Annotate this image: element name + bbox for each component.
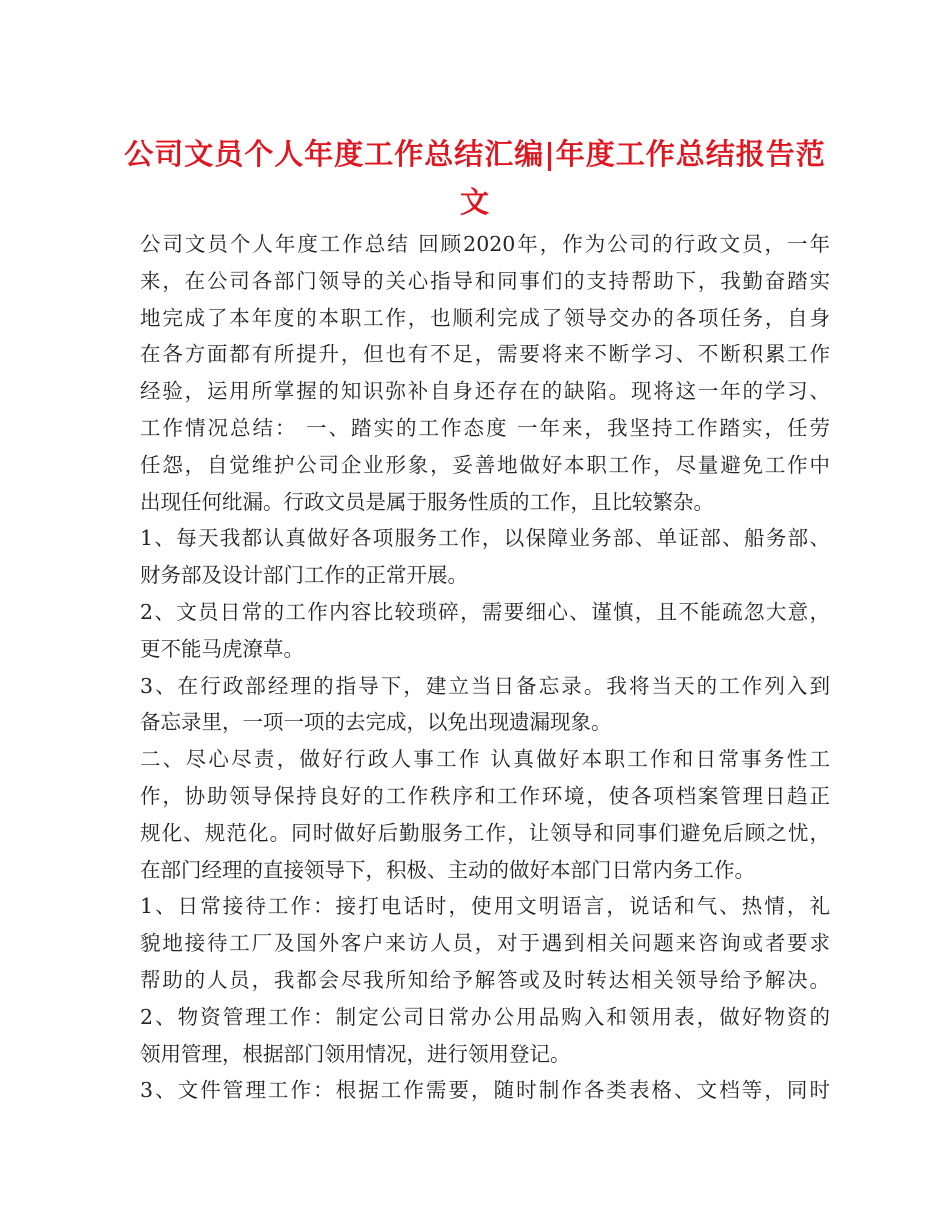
body-line: 二、尽心尽责，做好行政人事工作 认真做好本职工作和日常事务性工 xyxy=(140,747,830,772)
body-line: 2、文员日常的工作内容比较琐碎，需要细心、谨慎，且不能疏忽大意， xyxy=(140,599,830,624)
body-line: 帮助的人员，我都会尽我所知给予解答或及时转达相关领导给予解决。 xyxy=(140,967,830,992)
body-line: 领用管理，根据部门领用情况，进行领用登记。 xyxy=(140,1041,571,1066)
body-line: 在各方面都有所提升，但也有不足，需要将来不断学习、不断积累工作 xyxy=(140,342,830,367)
body-line: 1、日常接待工作：接打电话时，使用文明语言，说话和气、热情，礼 xyxy=(140,894,830,919)
body-line: 经验，运用所掌握的知识弥补自身还存在的缺陷。现将这一年的学习、 xyxy=(140,379,830,404)
body-line: 1、每天我都认真做好各项服务工作，以保障业务部、单证部、船务部、 xyxy=(140,526,830,551)
body-line: 来，在公司各部门领导的关心指导和同事们的支持帮助下，我勤奋踏实 xyxy=(140,268,830,293)
body-line: 2、物资管理工作：制定公司日常办公用品购入和领用表，做好物资的 xyxy=(140,1004,830,1029)
body-line: 工作情况总结： 一、踏实的工作态度 一年来，我坚持工作踏实，任劳 xyxy=(140,415,830,440)
body-line: 出现任何纰漏。行政文员是属于服务性质的工作，且比较繁杂。 xyxy=(140,489,714,514)
body-line: 备忘录里，一项一项的去完成，以免出现遗漏现象。 xyxy=(140,710,612,735)
body-line: 公司文员个人年度工作总结 回顾2020年，作为公司的行政文员，一年 xyxy=(140,232,830,256)
body-line: 3、文件管理工作：根据工作需要，随时制作各类表格、文档等，同时 xyxy=(140,1078,830,1103)
document-body xyxy=(140,226,830,1109)
body-line: 地完成了本年度的本职工作，也顺利完成了领导交办的各项任务，自身 xyxy=(140,305,830,330)
body-line: 3、在行政部经理的指导下，建立当日备忘录。我将当天的工作列入到 xyxy=(140,673,830,698)
body-line: 任怨，自觉维护公司企业形象，妥善地做好本职工作，尽量避免工作中 xyxy=(140,452,830,477)
body-line: 更不能马虎潦草。 xyxy=(140,636,304,661)
body-line: 规化、规范化。同时做好后勤服务工作，让领导和同事们避免后顾之忧， xyxy=(140,820,830,845)
body-line: 貌地接待工厂及国外客户来访人员，对于遇到相关问题来咨询或者要求 xyxy=(140,931,830,956)
document-title-line-2: 文 xyxy=(459,185,490,219)
body-line: 财务部及设计部门工作的正常开展。 xyxy=(140,563,468,588)
document-title-line-1: 公司文员个人年度工作总结汇编|年度工作总结报告范 xyxy=(124,137,826,171)
body-line: 作，协助领导保持良好的工作秩序和工作环境，使各项档案管理日趋正 xyxy=(140,783,830,808)
body-line: 在部门经理的直接领导下，积极、主动的做好本部门日常内务工作。 xyxy=(140,857,755,882)
